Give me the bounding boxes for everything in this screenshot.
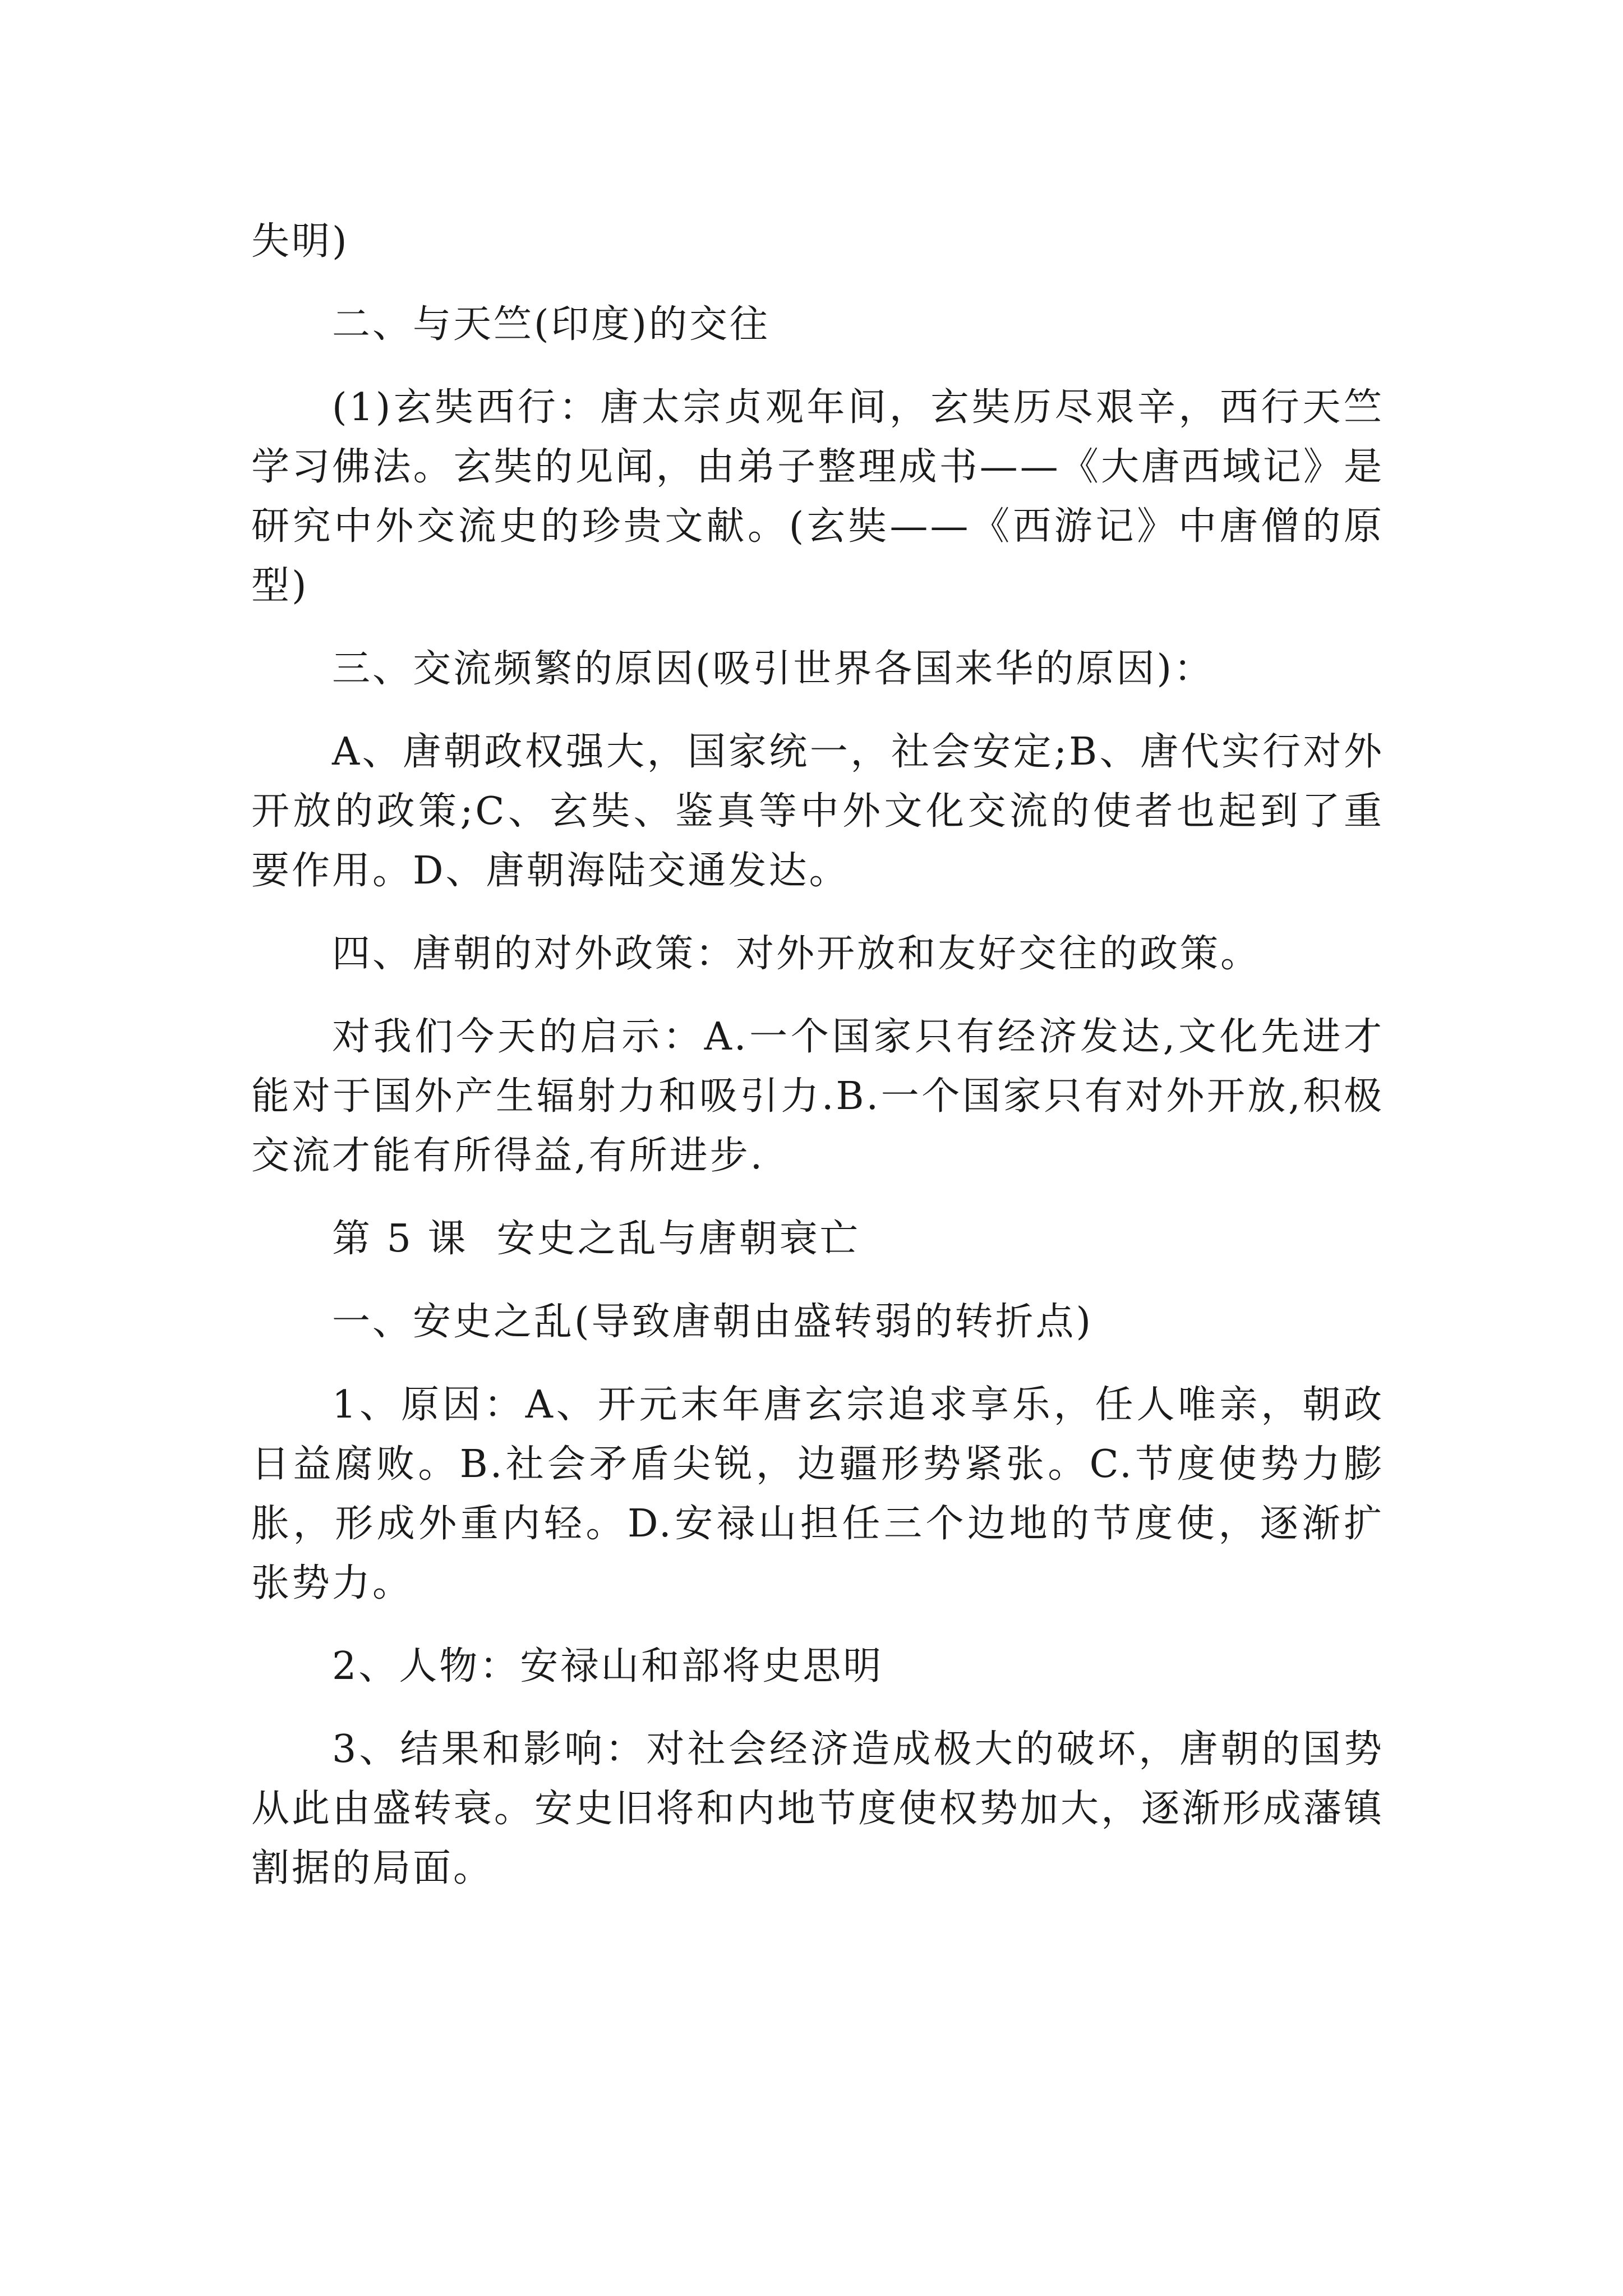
paragraph-revelation: 对我们今天的启示：A.一个国家只有经济发达,文化先进才能对于国外产生辐射力和吸引力.B.一个国家只有对外开放,积极交流才能有所得益,有所进步. <box>251 1015 1384 1178</box>
document-body <box>251 212 1384 1898</box>
section-heading-reasons: 三、交流频繁的原因(吸引世界各国来华的原因)： <box>332 647 1215 691</box>
paragraph-xuanzang: (1)玄奘西行：唐太宗贞观年间，玄奘历尽艰辛，西行天竺学习佛法。玄奘的见闻，由弟子整理成书——《大唐西域记》是研究中外交流史的珍贵文献。(玄奘——《西游记》中唐僧的原型) <box>251 385 1384 608</box>
paragraph-figures: 2、人物：安禄山和部将史思明 <box>332 1644 884 1688</box>
paragraph-causes: 1、原因：A、开元末年唐玄宗追求享乐，任人唯亲，朝政日益腐败。B.社会矛盾尖锐，边疆形势紧张。C.节度使势力膨胀，形成外重内轻。D.安禄山担任三个边地的节度使，逐渐扩张势力。 <box>251 1383 1384 1605</box>
paragraph-continuation: 失明) <box>251 219 349 264</box>
paragraph-results: 3、结果和影响：对社会经济造成极大的破坏，唐朝的国势从此由盛转衰。安史旧将和内地节度使权势加大，逐渐形成藩镇割据的局面。 <box>251 1727 1384 1890</box>
section-heading-policy: 四、唐朝的对外政策：对外开放和友好交往的政策。 <box>332 932 1261 976</box>
section-heading-anshi: 一、安史之乱(导致唐朝由盛转弱的转折点) <box>332 1300 1094 1344</box>
section-heading-tianzhu: 二、与天竺(印度)的交往 <box>332 302 771 347</box>
lesson-title: 第 5 课 安史之乱与唐朝衰亡 <box>332 1217 860 1261</box>
paragraph-reasons: A、唐朝政权强大，国家统一，社会安定;B、唐代实行对外开放的政策;C、玄奘、鉴真等中外文化交流的使者也起到了重要作用。D、唐朝海陆交通发达。 <box>251 730 1384 893</box>
